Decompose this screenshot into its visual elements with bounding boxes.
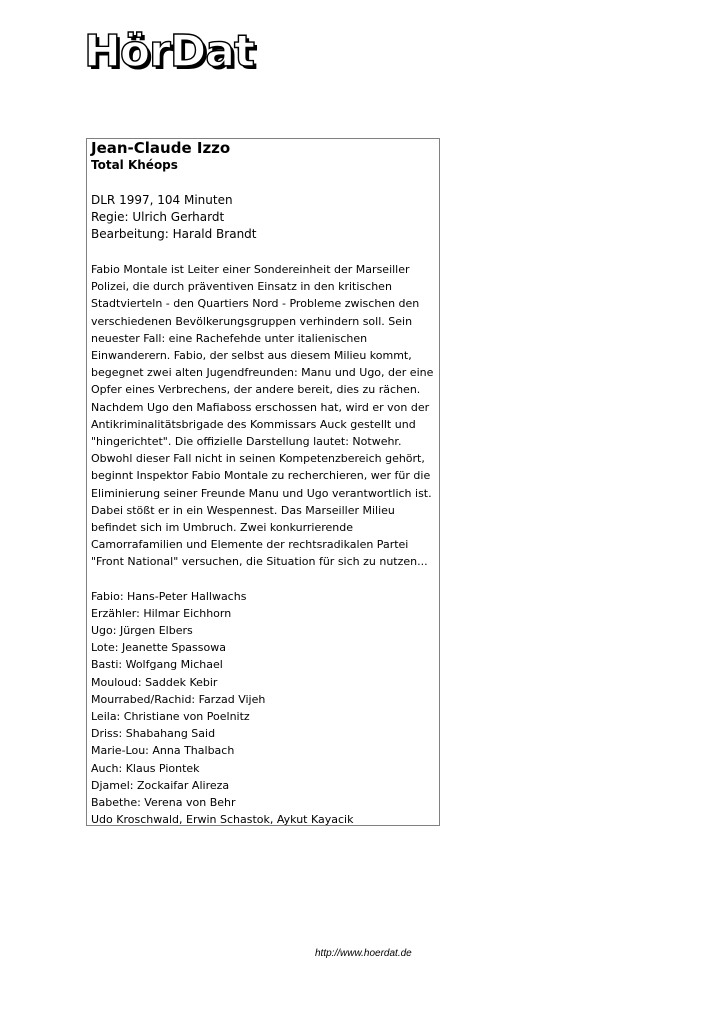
production-meta	[91, 192, 434, 243]
synopsis-line: Einwanderern. Fabio, der selbst aus diesem Milieu kommt,	[91, 349, 412, 363]
meta-broadcaster: DLR 1997, 104 Minuten	[91, 193, 233, 207]
synopsis-line: Opfer eines Verbrechens, der andere bereit, dies zu rächen.	[91, 383, 421, 397]
cast-item: Driss: Shabahang Said	[91, 727, 216, 741]
cast-item: Fabio: Hans-Peter Hallwachs	[91, 589, 247, 603]
synopsis-line: verschiedenen Bevölkerungsgruppen verhindern soll. Sein	[91, 314, 413, 328]
cast-item: Mourrabed/Rachid: Farzad Vijeh	[91, 692, 266, 706]
synopsis-line: Fabio Montale ist Leiter einer Sondereinheit der Marseiller	[91, 263, 410, 276]
synopsis-line: Polizei, die durch präventiven Einsatz in den kritischen	[91, 280, 392, 294]
cast-item: Marie-Lou: Anna Thalbach	[91, 744, 235, 758]
cast-item: Djamel: Zockaifar Alireza	[91, 778, 230, 792]
cast-item: Leila: Christiane von Poelnitz	[91, 710, 250, 724]
author-name: Jean-Claude Izzo	[91, 139, 231, 157]
synopsis-line: beginnt Inspektor Fabio Montale zu recherchieren, wer für die	[91, 469, 431, 483]
cast-item: Babethe: Verena von Behr	[91, 796, 236, 810]
cast-item: Ugo: Jürgen Elbers	[91, 624, 193, 638]
meta-adaptation: Bearbeitung: Harald Brandt	[91, 227, 257, 241]
synopsis-line: Nachdem Ugo den Mafiaboss erschossen hat, wird er von der	[91, 400, 430, 414]
synopsis-line: befindet sich im Umbruch. Zwei konkurrierende	[91, 521, 354, 535]
footer-url[interactable]: http://www.hoerdat.de	[315, 948, 412, 959]
synopsis-line: Obwohl dieser Fall nicht in seinen Kompetenzbereich gehört,	[91, 452, 425, 466]
cast-item: Auch: Klaus Piontek	[91, 761, 200, 775]
cast-item: Lote: Jeanette Spassowa	[91, 641, 226, 655]
synopsis-line: Camorrafamilien und Elemente der rechtsradikalen Partei	[91, 538, 409, 552]
cast-item: Basti: Wolfgang Michael	[91, 658, 223, 672]
synopsis-line: Dabei stößt er in ein Wespennest. Das Marseiller Milieu	[91, 503, 395, 517]
cast-list	[91, 588, 434, 829]
meta-director: Regie: Ulrich Gerhardt	[91, 210, 225, 224]
entry-card	[86, 138, 440, 826]
synopsis-line: begegnet zwei alten Jugendfreunden: Manu und Ugo, der eine	[91, 366, 434, 380]
synopsis-line: Eliminierung seiner Freunde Manu und Ugo verantwortlich ist.	[91, 486, 432, 500]
synopsis-line: neuester Fall: eine Rachefehde unter italienischen	[91, 331, 368, 345]
cast-item: Udo Kroschwald, Erwin Schastok, Aykut Kayacik	[91, 813, 354, 827]
synopsis	[91, 261, 434, 571]
synopsis-line: Antikriminalitätsbrigade des Kommissars Auck gestellt und	[91, 417, 416, 431]
hoerdat-logo: HörDat	[84, 26, 254, 77]
synopsis-line: Stadtvierteln - den Quartiers Nord - Probleme zwischen den	[91, 297, 420, 311]
cast-item: Mouloud: Saddek Kebir	[91, 675, 218, 689]
synopsis-line: "hingerichtet". Die offizielle Darstellung lautet: Notwehr.	[91, 435, 402, 449]
work-title: Total Khéops	[91, 158, 178, 172]
synopsis-line: "Front National" versuchen, die Situation für sich zu nutzen...	[91, 555, 428, 569]
cast-item: Erzähler: Hilmar Eichhorn	[91, 606, 232, 620]
